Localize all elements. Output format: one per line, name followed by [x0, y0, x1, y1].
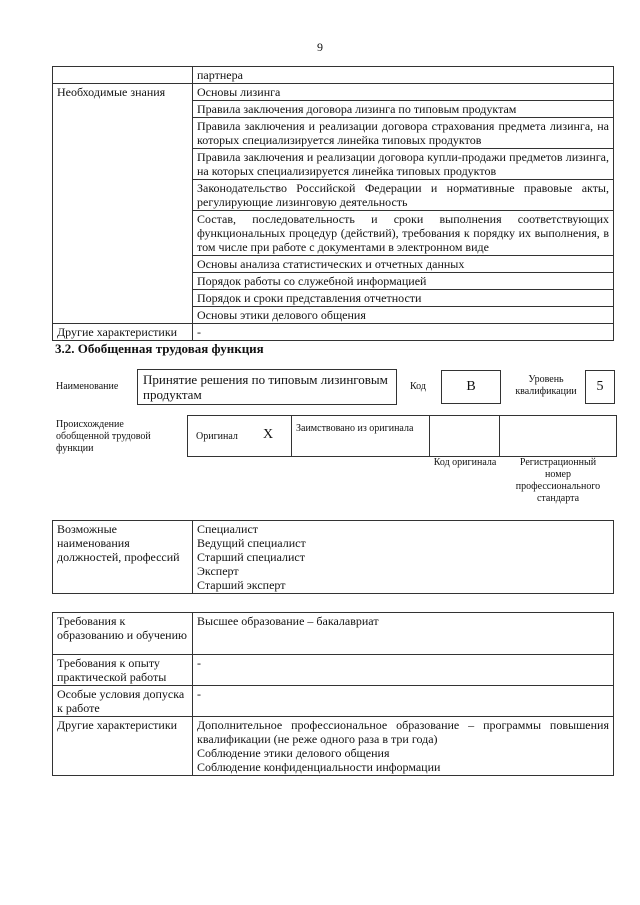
knowledge-item: Основы лизинга: [193, 84, 613, 101]
level-value: 5: [585, 370, 615, 404]
empty-cell: [53, 67, 193, 84]
other-label: Другие характеристики: [53, 324, 193, 341]
positions-list: [193, 521, 614, 594]
requirement-line: Соблюдение этики делового общения: [197, 746, 390, 760]
knowledge-item: Правила заключения договора лизинга по типовым продуктам: [193, 101, 613, 118]
positions-table: [52, 520, 614, 594]
table-row: [53, 686, 614, 717]
knowledge-item: Правила заключения и реализации договора купли-продажи предметов лизинга, на которых специализируется линейка типовых продуктов: [193, 149, 613, 180]
table-row: [53, 324, 614, 341]
requirement-value: -: [193, 686, 614, 717]
requirement-value: [193, 717, 614, 776]
code-value: В: [441, 370, 501, 404]
other-value: -: [193, 324, 614, 341]
original-mark: X: [263, 427, 274, 442]
knowledge-label: Необходимые знания: [53, 84, 193, 324]
table-row: [53, 84, 614, 324]
borrowed-label: Заимствовано из оригинала: [296, 423, 414, 434]
table-row: [53, 613, 614, 655]
requirement-line: Соблюдение конфиденциальности информации: [197, 760, 441, 774]
knowledge-item: Порядок и сроки представления отчетности: [193, 290, 613, 307]
knowledge-item: Правила заключения и реализации договора страхования предмета лизинга, на которых специализируется линейка типовых продуктов: [193, 118, 613, 149]
table-row: [53, 655, 614, 686]
requirement-label: Требования к опыту практической работы: [53, 655, 193, 686]
table-row: [53, 67, 614, 84]
original-label: Оригинал: [196, 431, 238, 442]
positions-label: Возможные наименования должностей, профессий: [53, 521, 193, 594]
requirement-line: Дополнительное профессиональное образование – программы повышения квалификации (не реже одного раза в три года): [197, 718, 609, 746]
level-label: Уровень квалификации: [515, 374, 577, 397]
name-value: Принятие решения по типовым лизинговым продуктам: [143, 372, 388, 402]
divider: [499, 415, 500, 456]
table-row: [53, 717, 614, 776]
requirement-label: Другие характеристики: [53, 717, 193, 776]
knowledge-table: [52, 66, 614, 341]
knowledge-item: Состав, последовательность и сроки выполнения соответствующих функциональных процедур (действий), требования к порядку их выполнения, в том числе при работе с документами в электронном виде: [193, 211, 613, 256]
origin-label: Происхождение обобщенной трудовой функции: [56, 419, 151, 454]
position-item: Старший эксперт: [197, 578, 286, 592]
origin-box: [187, 415, 617, 457]
knowledge-item: Основы этики делового общения: [197, 308, 366, 322]
requirement-label: Требования к образованию и обучению: [53, 613, 193, 655]
code-label: Код: [410, 381, 426, 392]
requirement-label: Особые условия допуска к работе: [53, 686, 193, 717]
position-item: Эксперт: [197, 564, 239, 578]
requirement-value: -: [193, 655, 614, 686]
position-item: Старший специалист: [197, 550, 305, 564]
knowledge-list: [193, 84, 614, 324]
requirements-table: [52, 612, 614, 776]
position-item: Специалист: [197, 522, 259, 536]
divider: [429, 415, 430, 456]
knowledge-item: Основы анализа статистических и отчетных данных: [193, 256, 613, 273]
requirement-value: Высшее образование – бакалавриат: [193, 613, 614, 655]
page-number: 9: [317, 40, 323, 54]
divider: [291, 415, 292, 456]
section-title: 3.2. Обобщенная трудовая функция: [55, 341, 264, 356]
partner-cell: партнера: [193, 67, 614, 84]
position-item: Ведущий специалист: [197, 536, 306, 550]
name-box: [137, 369, 397, 405]
knowledge-item: Порядок работы со служебной информацией: [193, 273, 613, 290]
name-label: Наименование: [56, 381, 119, 392]
code-caption: Код оригинала: [433, 457, 497, 468]
knowledge-item: Законодательство Российской Федерации и нормативные правовые акты, регулирующие лизинговую деятельность: [193, 180, 613, 211]
table-row: [53, 521, 614, 594]
reg-caption: Регистрационный номер профессионального стандарта: [515, 457, 601, 504]
